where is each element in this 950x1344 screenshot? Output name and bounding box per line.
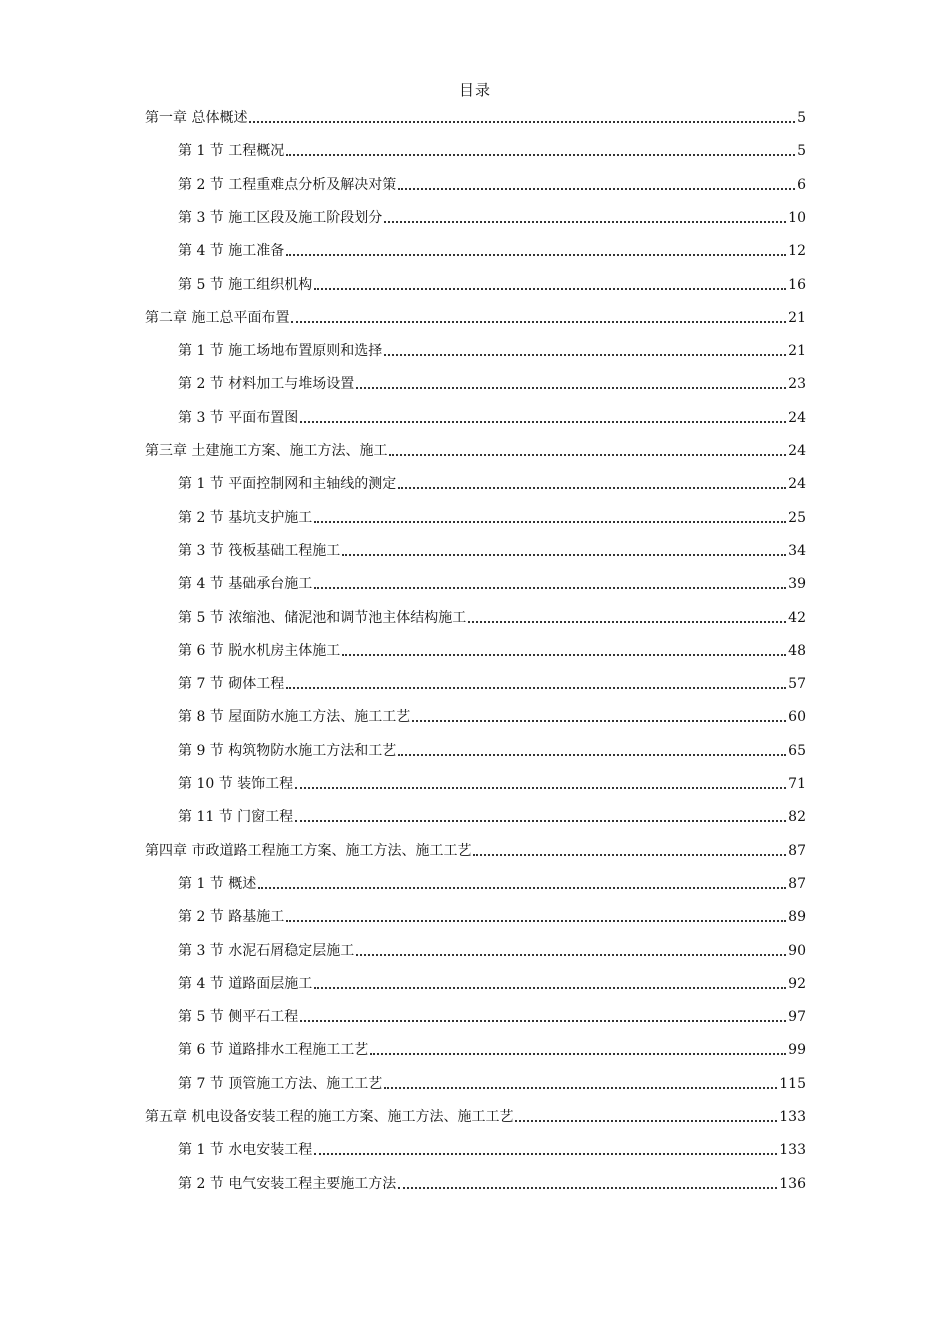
- toc-dot-leader: [412, 720, 786, 722]
- toc-page-number: 39: [788, 576, 806, 593]
- toc-entry-label: 第 2 节 电气安装工程主要施工方法: [178, 1175, 397, 1192]
- toc-dot-leader: [314, 521, 786, 523]
- toc-dot-leader: [356, 387, 786, 389]
- toc-dot-leader: [314, 1153, 777, 1155]
- toc-section-entry[interactable]: [178, 637, 806, 661]
- toc-entry-label: 第二章 施工总平面布置: [145, 309, 290, 326]
- toc-page-number: 34: [788, 542, 806, 559]
- toc-entry-label: 第 1 节 平面控制网和主轴线的测定: [178, 476, 397, 493]
- toc-dot-leader: [398, 487, 786, 489]
- toc-section-entry[interactable]: [178, 470, 806, 494]
- toc-dot-leader: [295, 820, 786, 822]
- toc-entry-label: 第 3 节 筏板基础工程施工: [178, 542, 341, 559]
- toc-section-entry[interactable]: [178, 870, 806, 894]
- toc-entry-label: 第三章 土建施工方案、施工方法、施工: [145, 443, 388, 459]
- toc-entry-label: 第一章 总体概述: [145, 110, 248, 126]
- toc-page-number: 24: [788, 443, 806, 459]
- toc-page-number: 12: [788, 243, 806, 260]
- toc-entry-label: 第 3 节 施工区段及施工阶段划分: [178, 209, 383, 226]
- toc-section-entry[interactable]: [178, 1170, 806, 1194]
- toc-dot-leader: [398, 188, 795, 190]
- toc-entry-label: 第 5 节 浓缩池、储泥池和调节池主体结构施工: [178, 609, 467, 626]
- toc-page-number: 92: [788, 975, 806, 992]
- toc-entry-label: 第 1 节 施工场地布置原则和选择: [178, 343, 383, 360]
- toc-section-entry[interactable]: [178, 137, 806, 161]
- toc-dot-leader: [356, 954, 786, 956]
- toc-dot-leader: [295, 787, 786, 789]
- toc-page-number: 24: [788, 476, 806, 493]
- toc-section-entry[interactable]: [178, 703, 806, 727]
- toc-section-entry[interactable]: [178, 171, 806, 195]
- toc-section-entry[interactable]: [178, 504, 806, 528]
- toc-entry-label: 第 4 节 施工准备: [178, 243, 285, 260]
- toc-entry-label: 第 2 节 路基施工: [178, 909, 285, 926]
- toc-section-entry[interactable]: [178, 970, 806, 994]
- toc-section-entry[interactable]: [178, 770, 806, 794]
- toc-page-number: 115: [779, 1075, 806, 1092]
- toc-page-number: 21: [788, 343, 806, 360]
- toc-page-number: 6: [797, 176, 806, 193]
- toc-entry-label: 第 5 节 施工组织机构: [178, 276, 313, 293]
- toc-dot-leader: [286, 920, 786, 922]
- toc-dot-leader: [370, 1053, 786, 1055]
- toc-page-number: 25: [788, 509, 806, 526]
- toc-section-entry[interactable]: [178, 737, 806, 761]
- toc-section-entry[interactable]: [178, 537, 806, 561]
- toc-chapter-entry[interactable]: [145, 1103, 806, 1127]
- toc-section-entry[interactable]: [178, 370, 806, 394]
- toc-entry-label: 第 3 节 平面布置图: [178, 409, 299, 426]
- toc-page-number: 82: [788, 809, 806, 826]
- toc-section-entry[interactable]: [178, 570, 806, 594]
- toc-entry-label: 第 11 节 门窗工程: [178, 809, 294, 826]
- toc-page-number: 5: [797, 110, 806, 126]
- toc-dot-leader: [286, 254, 786, 256]
- toc-page-number: 136: [779, 1175, 806, 1192]
- toc-dot-leader: [300, 421, 786, 423]
- toc-dot-leader: [515, 1120, 777, 1122]
- toc-entry-label: 第 6 节 脱水机房主体施工: [178, 642, 341, 659]
- toc-page-number: 89: [788, 909, 806, 926]
- toc-dot-leader: [249, 121, 795, 123]
- toc-section-entry[interactable]: [178, 670, 806, 694]
- toc-entry-label: 第 2 节 工程重难点分析及解决对策: [178, 176, 397, 193]
- toc-entry-label: 第四章 市政道路工程施工方案、施工方法、施工工艺: [145, 842, 472, 859]
- toc-dot-leader: [384, 1087, 777, 1089]
- toc-page-number: 133: [779, 1142, 806, 1159]
- toc-page-number: 87: [788, 875, 806, 892]
- toc-page-number: 87: [788, 842, 806, 859]
- toc-page-number: 99: [788, 1042, 806, 1059]
- toc-entry-label: 第 7 节 砌体工程: [178, 676, 285, 693]
- toc-dot-leader: [314, 987, 786, 989]
- toc-dot-leader: [314, 288, 786, 290]
- toc-entry-label: 第 9 节 构筑物防水施工方法和工艺: [178, 742, 397, 759]
- toc-section-entry[interactable]: [178, 937, 806, 961]
- toc-page-number: 71: [788, 776, 806, 792]
- toc-section-entry[interactable]: [178, 237, 806, 261]
- toc-dot-leader: [300, 1020, 786, 1022]
- toc-page-number: 60: [788, 709, 806, 726]
- toc-section-entry[interactable]: [178, 1036, 806, 1060]
- toc-page-number: 133: [779, 1109, 806, 1125]
- toc-dot-leader: [384, 354, 786, 356]
- toc-dot-leader: [473, 854, 786, 856]
- toc-dot-leader: [286, 154, 795, 156]
- toc-entry-label: 第 2 节 材料加工与堆场设置: [178, 376, 355, 393]
- toc-page-number: 42: [788, 609, 806, 626]
- toc-dot-leader: [389, 454, 786, 456]
- toc-section-entry[interactable]: [178, 1136, 806, 1160]
- toc-page-number: 21: [788, 309, 806, 326]
- toc-page-number: 57: [788, 676, 806, 693]
- toc-page-number: 90: [788, 942, 806, 959]
- toc-entry-label: 第 5 节 侧平石工程: [178, 1009, 299, 1026]
- toc-page-number: 48: [788, 642, 806, 659]
- toc-dot-leader: [342, 554, 786, 556]
- toc-page-number: 24: [788, 409, 806, 426]
- toc-section-entry[interactable]: [178, 1070, 806, 1094]
- toc-dot-leader: [286, 687, 786, 689]
- toc-page-number: 23: [788, 376, 806, 393]
- toc-dot-leader: [468, 621, 786, 623]
- toc-chapter-entry[interactable]: [145, 304, 806, 328]
- toc-page-number: 10: [788, 209, 806, 226]
- toc-entry-label: 第五章 机电设备安装工程的施工方案、施工方法、施工工艺: [145, 1109, 514, 1125]
- toc-entry-label: 第 3 节 水泥石屑稳定层施工: [178, 942, 355, 959]
- toc-section-entry[interactable]: [178, 404, 806, 428]
- toc-section-entry[interactable]: [178, 271, 806, 295]
- toc-section-entry[interactable]: [178, 604, 806, 628]
- toc-chapter-entry[interactable]: [145, 104, 806, 128]
- toc-dot-leader: [398, 754, 786, 756]
- toc-entry-label: 第 1 节 水电安装工程: [178, 1142, 313, 1159]
- toc-title: 目录: [458, 81, 491, 99]
- toc-entry-label: 第 6 节 道路排水工程施工工艺: [178, 1042, 369, 1059]
- toc-dot-leader: [342, 654, 786, 656]
- toc-dot-leader: [314, 587, 786, 589]
- toc-entry-label: 第 7 节 顶管施工方法、施工工艺: [178, 1075, 383, 1092]
- toc-entry-label: 第 1 节 概述: [178, 875, 257, 892]
- toc-page-number: 5: [797, 143, 806, 160]
- toc-section-entry[interactable]: [178, 204, 806, 228]
- toc-page-number: 65: [788, 742, 806, 759]
- toc-page-number: 16: [788, 276, 806, 293]
- toc-chapter-entry[interactable]: [145, 437, 806, 461]
- toc-entry-label: 第 2 节 基坑支护施工: [178, 509, 313, 526]
- toc-chapter-entry[interactable]: [145, 837, 806, 861]
- toc-entry-label: 第 10 节 装饰工程: [178, 776, 294, 792]
- toc-dot-leader: [291, 321, 786, 323]
- toc-dot-leader: [398, 1187, 777, 1189]
- toc-section-entry[interactable]: [178, 903, 806, 927]
- toc-dot-leader: [384, 221, 786, 223]
- toc-entry-label: 第 1 节 工程概况: [178, 143, 285, 160]
- toc-dot-leader: [258, 887, 786, 889]
- toc-section-entry[interactable]: [178, 1003, 806, 1027]
- toc-entry-label: 第 4 节 基础承台施工: [178, 576, 313, 593]
- toc-section-entry[interactable]: [178, 803, 806, 827]
- toc-section-entry[interactable]: [178, 337, 806, 361]
- toc-entry-label: 第 4 节 道路面层施工: [178, 975, 313, 992]
- toc-page-number: 97: [788, 1009, 806, 1026]
- toc-entry-label: 第 8 节 屋面防水施工方法、施工工艺: [178, 709, 411, 726]
